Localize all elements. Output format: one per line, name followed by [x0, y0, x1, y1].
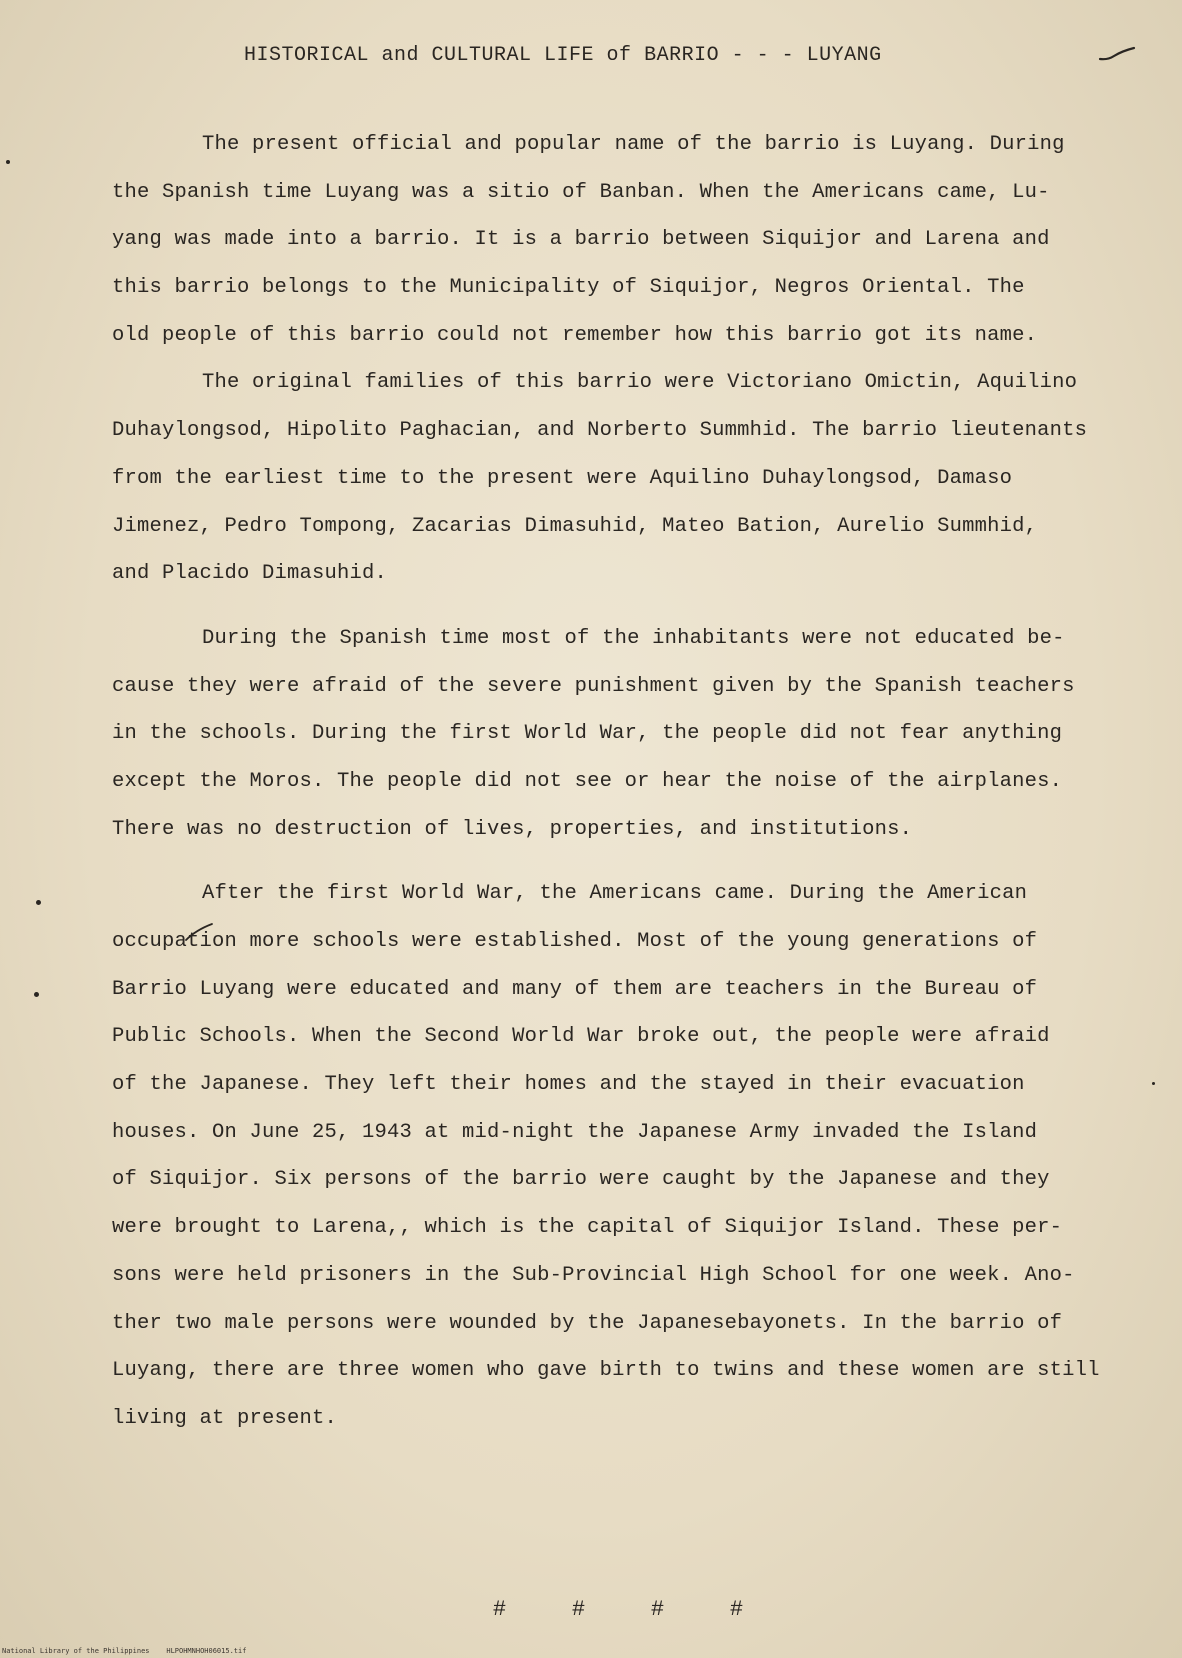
paragraph-4 — [112, 870, 1162, 1442]
document-title: HISTORICAL and CULTURAL LIFE of BARRIO - - - LUYANG — [244, 44, 882, 67]
paragraph-3 — [112, 615, 1162, 853]
text-line: ther two male persons were wounded by the Japanesebayonets. In the barrio of — [112, 1311, 1063, 1335]
text-line: Jimenez, Pedro Tompong, Zacarias Dimasuhid, Mateo Bation, Aurelio Summhid, — [112, 514, 1038, 538]
margin-tick-icon — [184, 922, 214, 942]
text-line: the Spanish time Luyang was a sitio of Banban. When the Americans came, Lu- — [112, 180, 1050, 204]
end-mark: # — [571, 1597, 586, 1622]
text-line: of the Japanese. They left their homes and the stayed in their evacuation — [112, 1073, 1025, 1097]
paper-speck — [6, 160, 10, 164]
text-line: The present official and popular name of the barrio is Luyang. During — [202, 133, 1065, 156]
text-line: There was no destruction of lives, properties, and institutions. — [112, 817, 913, 841]
paper-speck — [34, 992, 39, 997]
paragraph-2 — [112, 359, 1162, 597]
end-mark: # — [650, 1597, 665, 1622]
text-line: sons were held prisoners in the Sub-Provincial High School for one week. Ano- — [112, 1263, 1075, 1287]
text-line: cause they were afraid of the severe punishment given by the Spanish teachers — [112, 674, 1075, 698]
text-line: and Placido Dimasuhid. — [112, 562, 388, 586]
text-line: of Siquijor. Six persons of the barrio were caught by the Japanese and they — [112, 1168, 1050, 1192]
text-line: occupation more schools were established. Most of the young generations of — [112, 930, 1038, 953]
text-line: Luyang, there are three women who gave birth to twins and these women are still — [112, 1359, 1100, 1383]
text-line: Duhaylongsod, Hipolito Paghacian, and Norberto Summhid. The barrio lieutenants — [112, 419, 1088, 443]
end-mark: # — [729, 1597, 744, 1622]
text-line: were brought to Larena,, which is the capital of Siquijor Island. These per- — [112, 1216, 1063, 1240]
text-line: During the Spanish time most of the inhabitants were not educated be- — [202, 626, 1065, 650]
text-line: old people of this barrio could not remember how this barrio got its name. — [112, 323, 1038, 347]
end-mark: # — [492, 1597, 507, 1622]
paragraph-1 — [112, 121, 1162, 359]
end-marks — [440, 1572, 809, 1647]
text-line: After the first World War, the Americans came. During the American — [202, 882, 1028, 906]
paper-speck — [36, 900, 41, 905]
text-line: living at present. — [112, 1406, 338, 1430]
checkmark-icon — [1098, 46, 1136, 64]
text-line: this barrio belongs to the Municipality of Siquijor, Negros Oriental. The — [112, 276, 1025, 300]
paper-speck — [1152, 1082, 1155, 1085]
text-line: except the Moros. The people did not see or hear the noise of the airplanes. — [112, 769, 1063, 793]
text-line: houses. On June 25, 1943 at mid-night the Japanese Army invaded the Island — [112, 1120, 1038, 1144]
text-line: from the earliest time to the present were Aquilino Duhaylongsod, Damaso — [112, 466, 1013, 490]
text-line: in the schools. During the first World War, the people did not fear anything — [112, 722, 1063, 746]
archive-footer: National Library of the Philippines HLPOHMNHOH06015.tif — [2, 1647, 247, 1655]
text-line: yang was made into a barrio. It is a barrio between Siquijor and Larena and — [112, 228, 1050, 252]
text-line: Public Schools. When the Second World War broke out, the people were afraid — [112, 1025, 1050, 1049]
text-line: The original families of this barrio were Victoriano Omictin, Aquilino — [202, 371, 1078, 395]
text-line: Barrio Luyang were educated and many of them are teachers in the Bureau of — [112, 977, 1038, 1001]
body-text — [112, 121, 1162, 1443]
